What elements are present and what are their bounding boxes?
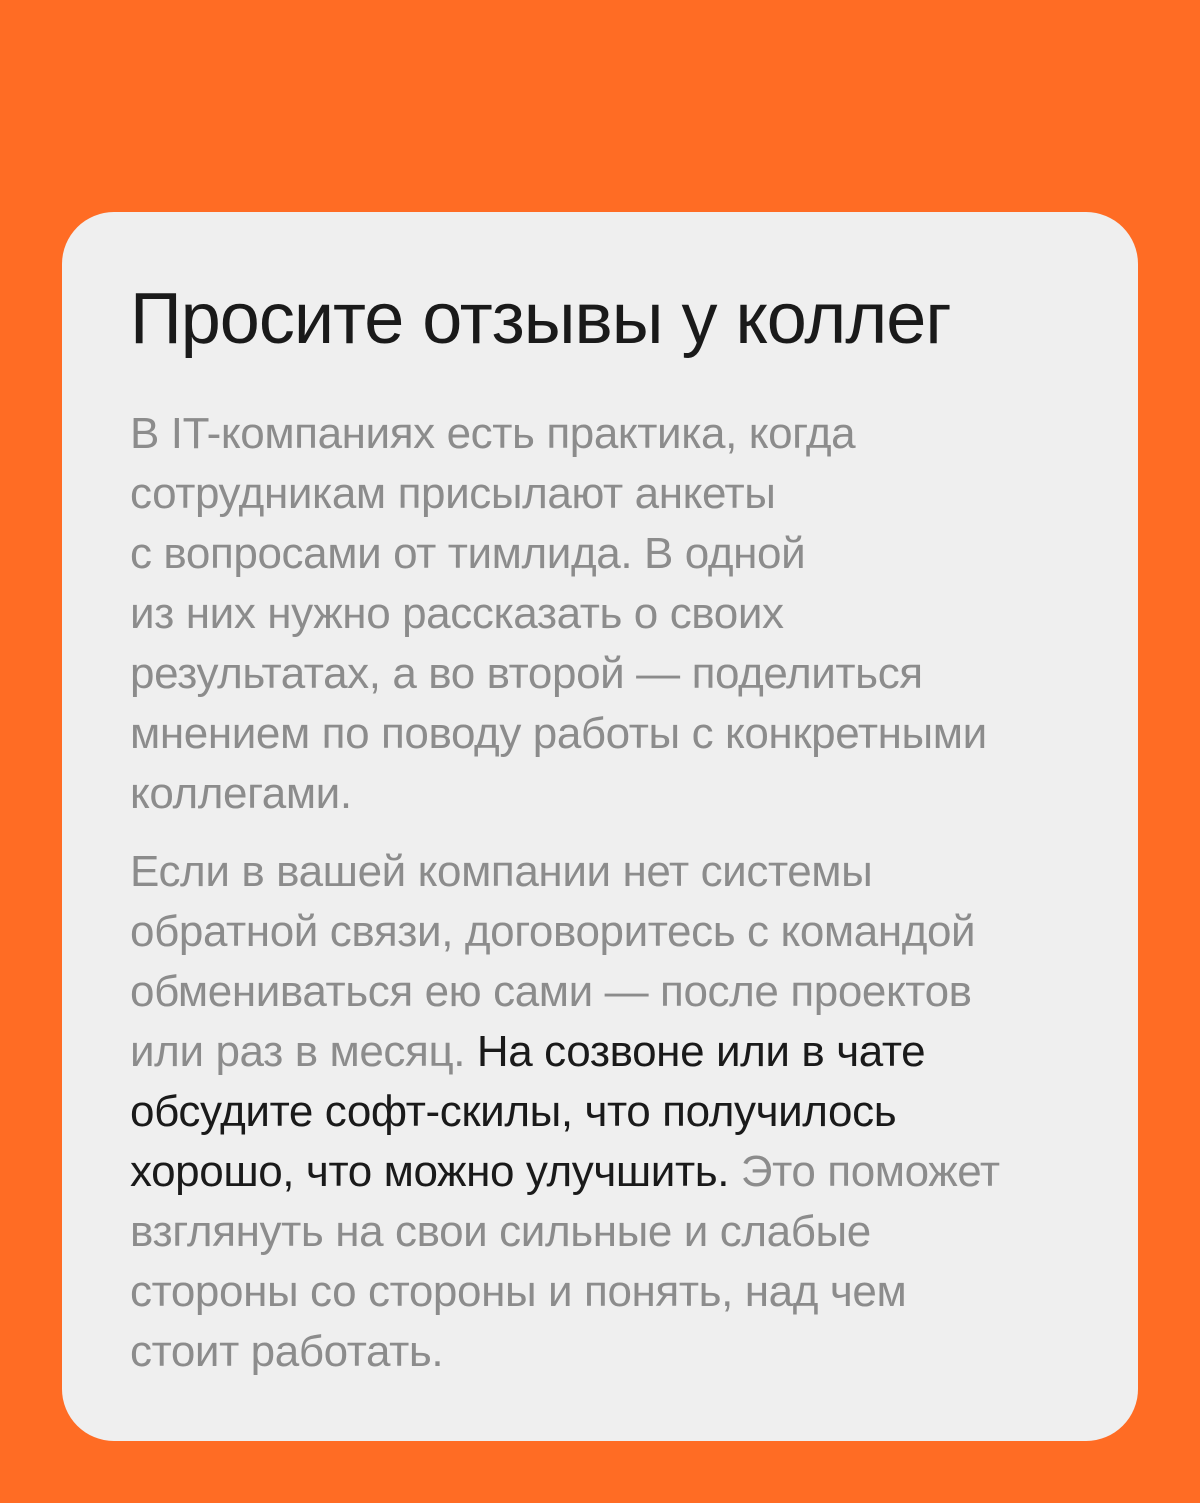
paragraph-advice-text: Это поможет: [729, 1147, 1000, 1196]
paragraph-advice-line: обмениваться ею сами — после проектов: [130, 967, 972, 1016]
highlighted-text: На созвоне или в чате: [476, 1027, 926, 1076]
highlighted-text: хорошо, что можно улучшить.: [130, 1147, 730, 1196]
paragraph-advice-line: взглянуть на свои сильные и слабые: [130, 1207, 871, 1256]
paragraph-intro-line: с вопросами от тимлида. В одной: [130, 529, 806, 578]
paragraph-advice: [130, 842, 1098, 1382]
highlighted-text: обсудите софт-скилы, что получилось: [130, 1087, 897, 1136]
content-card: [62, 212, 1138, 1441]
paragraph-advice-line: стоит работать.: [130, 1327, 444, 1376]
paragraph-intro-line: из них нужно рассказать о своих: [130, 589, 784, 638]
paragraph-advice-line: обратной связи, договоритесь с командой: [130, 907, 976, 956]
paragraph-intro: [130, 404, 1098, 824]
paragraph-advice-line: Если в вашей компании нет системы: [130, 847, 873, 896]
paragraph-intro-line: мнением по поводу работы с конкретными: [130, 709, 987, 758]
paragraph-intro-line: В IT-компаниях есть практика, когда: [130, 409, 856, 458]
card-title: Просите отзывы у коллег: [130, 279, 951, 359]
paragraph-intro-line: сотрудникам присылают анкеты: [130, 469, 776, 518]
paragraph-intro-line: коллегами.: [130, 769, 352, 818]
paragraph-advice-text: или раз в месяц.: [130, 1027, 477, 1076]
paragraph-advice-line: стороны со стороны и понять, над чем: [130, 1267, 907, 1316]
paragraph-intro-line: результатах, а во второй — поделиться: [130, 649, 923, 698]
